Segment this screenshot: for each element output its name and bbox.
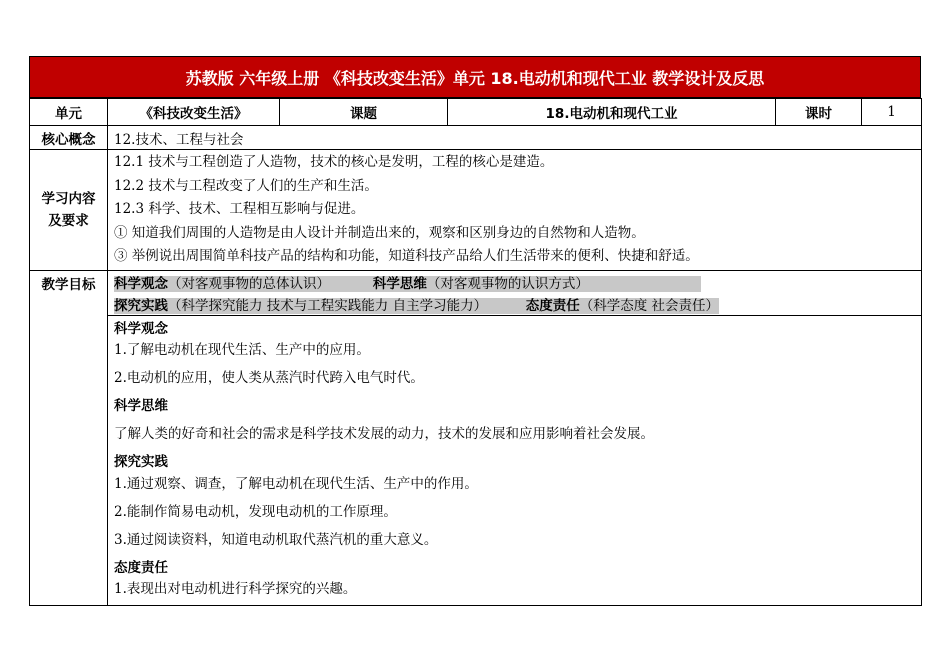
goals-label: 教学目标 xyxy=(30,270,108,605)
content-line: 12.2 技术与工程改变了人们的生产和生活。 xyxy=(114,177,378,194)
goals-summary-2 xyxy=(108,293,922,316)
goals-detail-row xyxy=(30,315,922,605)
content-lines xyxy=(108,150,922,271)
lesson-plan-table xyxy=(29,98,922,606)
content-label-text: 学习内容及要求 xyxy=(41,190,96,229)
goal-summary-item: 科学观念（对客观事物的总体认识） 科学思维（对客观事物的认识方式） xyxy=(114,276,701,292)
unit-label: 单元 xyxy=(30,99,108,126)
section-title: 态度责任 xyxy=(114,559,168,576)
content-line: 12.3 科学、技术、工程相互影响与促进。 xyxy=(114,201,365,218)
section-item: 了解人类的好奇和社会的需求是科学技术发展的动力，技术的发展和应用影响着社会发展。 xyxy=(114,425,654,442)
section-item: 3.通过阅读资料，知道电动机取代蒸汽机的重大意义。 xyxy=(114,531,438,548)
section-item: 1.了解电动机在现代生活、生产中的应用。 xyxy=(114,341,370,358)
section-item: 2.能制作简易电动机，发现电动机的工作原理。 xyxy=(114,503,397,520)
content-label xyxy=(30,150,108,271)
goals-summary-1 xyxy=(108,270,922,293)
section-item: 1.表现出对电动机进行科学探究的兴趣。 xyxy=(114,580,357,597)
content-line: ③ 举例说出周围简单科技产品的结构和功能，知道科技产品给人们生活带来的便利、快捷和舒适。 xyxy=(114,248,699,265)
content-line: 12.1 技术与工程创造了人造物，技术的核心是发明，工程的核心是建造。 xyxy=(114,154,554,170)
section-title: 科学观念 xyxy=(114,320,168,337)
content-line: ① 知道我们周围的人造物是由人设计并制造出来的，观察和区别身边的自然物和人造物。 xyxy=(114,224,645,241)
goals-summary-row-2 xyxy=(30,293,922,316)
header-row xyxy=(30,99,922,126)
section-title: 科学思维 xyxy=(114,397,168,414)
section-item: 1.通过观察、调查，了解电动机在现代生活、生产中的作用。 xyxy=(114,475,478,492)
hours-label: 课时 xyxy=(776,99,862,126)
section-title: 探究实践 xyxy=(114,453,168,470)
section-item: 2.电动机的应用，使人类从蒸汽时代跨入电气时代。 xyxy=(114,369,424,386)
core-concept-label: 核心概念 xyxy=(30,126,108,150)
hours-value: 1 xyxy=(862,99,922,126)
goals-summary-row-1 xyxy=(30,270,922,293)
document-title: 苏教版 六年级上册 《科技改变生活》单元 18.电动机和现代工业 教学设计及反思 xyxy=(29,56,921,98)
core-concept-row xyxy=(30,126,922,150)
unit-value: 《科技改变生活》 xyxy=(108,99,280,126)
lesson-label: 课题 xyxy=(280,99,448,126)
goal-summary-item: 探究实践（科学探究能力 技术与工程实践能力 自主学习能力） 态度责任（科学态度 社会责任） xyxy=(114,297,720,314)
lesson-value: 18.电动机和现代工业 xyxy=(448,99,776,126)
core-concept-value: 12.技术、工程与社会 xyxy=(108,126,922,150)
goals-detail xyxy=(108,315,922,605)
content-row xyxy=(30,150,922,271)
